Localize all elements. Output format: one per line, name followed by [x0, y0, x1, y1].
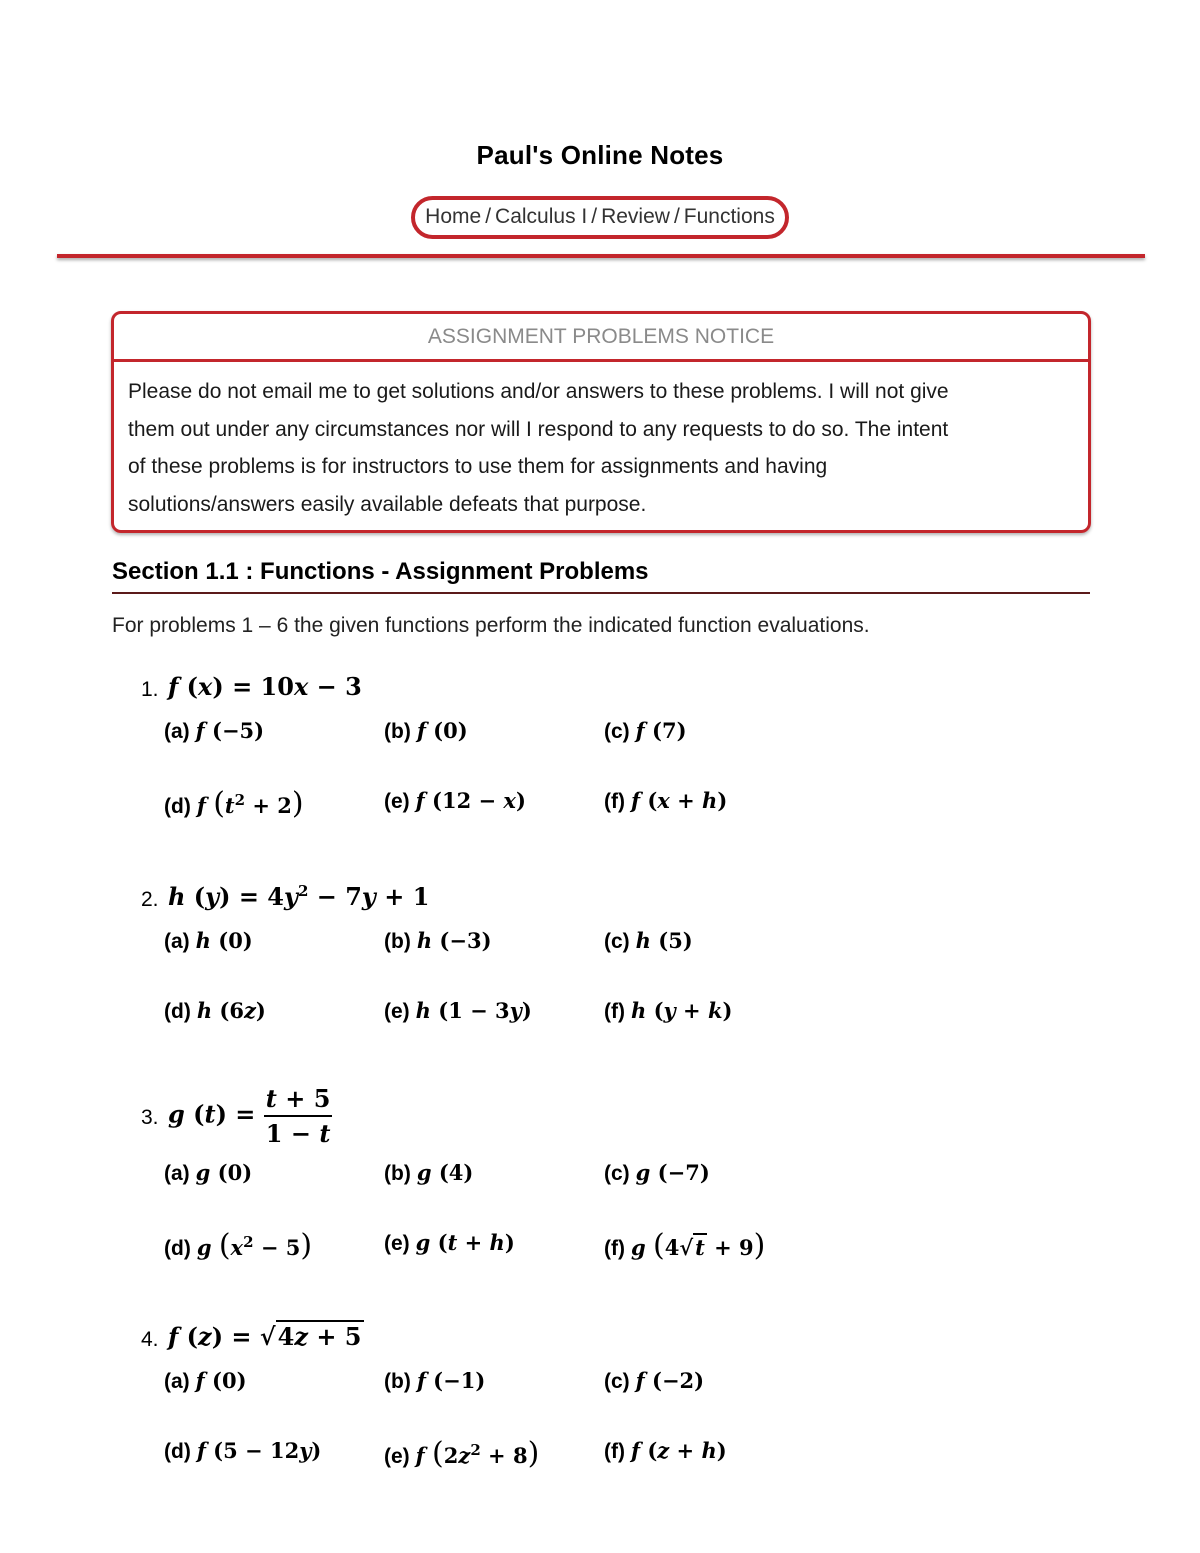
- problem-part: (e) g (t + h): [384, 1230, 515, 1255]
- problem-part: (e) f $(2z^2 + 8)$: [384, 1436, 540, 1471]
- problem-part: (e) f (12 − x): [384, 788, 526, 813]
- problem-part: (f) f (x + h): [604, 788, 728, 813]
- problem-number: 2.: [141, 888, 159, 911]
- problem-part: (a) g (0): [164, 1160, 253, 1185]
- problem-part: (d) h (6z): [164, 998, 266, 1023]
- breadcrumb-separator: /: [591, 205, 598, 228]
- problem-number: 3.: [141, 1106, 159, 1129]
- problem-equation: h $(y) = 4y^2 - 7y + 1$: [168, 882, 430, 911]
- problem-part: (d) f (5 − 12y): [164, 1438, 322, 1463]
- header-divider: [57, 254, 1145, 258]
- breadcrumb: [411, 196, 789, 239]
- problem-number: 1.: [141, 678, 159, 701]
- notice-line: them out under any circumstances nor will I respond to any requests to do so. The intent: [128, 417, 949, 441]
- problem-equation: g (t) = $\frac{t + 5}{1 - t}$: [168, 1084, 331, 1148]
- problem-part: (a) f (−5): [164, 718, 265, 743]
- problem-part: (b) g (4): [384, 1160, 474, 1185]
- problem-part: (a) f (0): [164, 1368, 247, 1393]
- breadcrumb-separator: /: [485, 205, 492, 228]
- breadcrumb-separator: /: [673, 205, 680, 228]
- problem-part: (f) f (z + h): [604, 1438, 727, 1463]
- breadcrumb-home-link[interactable]: Home: [425, 205, 482, 228]
- section-title: Section 1.1 : Functions - Assignment Problems: [112, 558, 1090, 594]
- problem-equation: f (z) = √4z + 5: [168, 1322, 362, 1351]
- problem-part: (f) h (y + k): [604, 998, 733, 1023]
- notice-body: [114, 362, 1088, 523]
- notice-line: Please do not email me to get solutions and/or answers to these problems. I will not give: [128, 380, 949, 403]
- problem-part: (d) f $(t^2 + 2)$: [164, 786, 304, 821]
- problem-part: (c) h (5): [604, 928, 693, 953]
- problem-part: (f) g (4√t + 9): [604, 1228, 766, 1263]
- problem-part: (c) g (−7): [604, 1160, 710, 1185]
- notice-line: solutions/answers easily available defeats that purpose.: [128, 492, 647, 516]
- problem-part: (b) h (−3): [384, 928, 492, 953]
- problem-part: (a) h (0): [164, 928, 253, 953]
- problem-number: 4.: [141, 1328, 159, 1351]
- problem-part: (b) f (−1): [384, 1368, 486, 1393]
- problem-part: (b) f (0): [384, 718, 468, 743]
- site-title: Paul's Online Notes: [476, 140, 724, 170]
- breadcrumb-functions-link[interactable]: Functions: [683, 205, 775, 228]
- notice-heading: ASSIGNMENT PROBLEMS NOTICE: [114, 314, 1088, 362]
- problem-equation: f (x) = 10x − 3: [168, 672, 362, 701]
- breadcrumb-wrapper: [0, 196, 1200, 239]
- problem-part: (c) f (−2): [604, 1368, 705, 1393]
- assignment-notice-box: [111, 311, 1091, 533]
- breadcrumb-calculus-link[interactable]: Calculus I: [495, 205, 588, 228]
- problem-part: (e) h (1 − 3y): [384, 998, 532, 1023]
- notice-line: of these problems is for instructors to use them for assignments and having: [128, 455, 828, 478]
- breadcrumb-review-link[interactable]: Review: [601, 205, 670, 228]
- problem-part: (d) g $(x^2 - 5)$: [164, 1228, 313, 1263]
- problem-part: (c) f (7): [604, 718, 687, 743]
- section-intro: For problems 1 – 6 the given functions perform the indicated function evaluations.: [112, 614, 870, 637]
